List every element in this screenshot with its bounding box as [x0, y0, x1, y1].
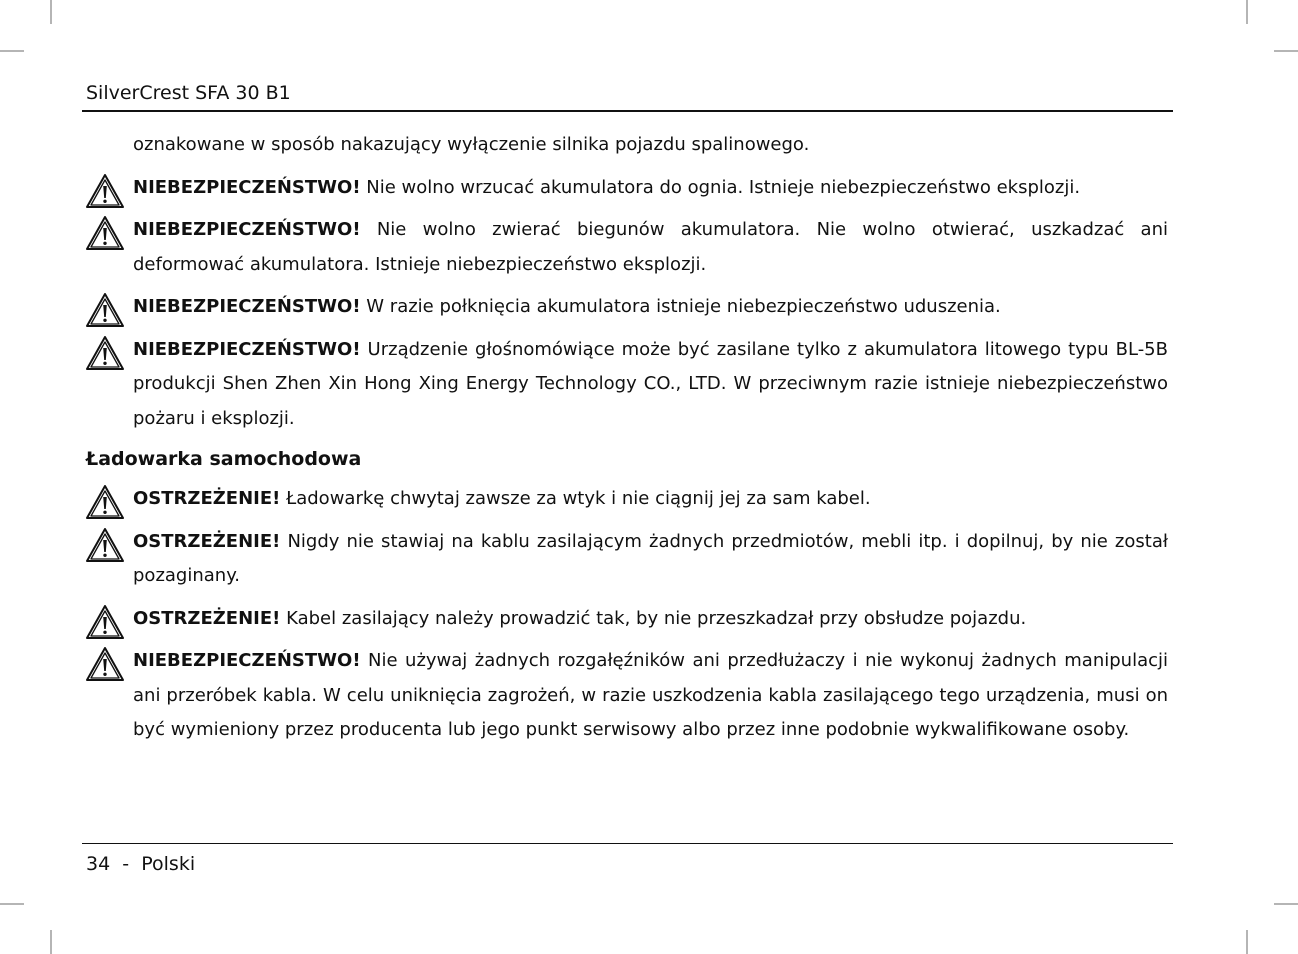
warning-label: OSTRZEŻENIE! [133, 607, 281, 629]
crop-mark [1246, 0, 1248, 24]
warning-triangle-icon [85, 173, 125, 209]
warning-label: NIEBEZPIECZEŃSTWO! [133, 338, 361, 360]
warning-text: Ładowarkę chwytaj zawsze za wtyk i nie ciągnij jej za sam kabel. [286, 488, 871, 509]
header-divider [82, 110, 1173, 112]
warning-label: NIEBEZPIECZEŃSTWO! [133, 176, 361, 198]
warning-text: Nie wolno zwierać biegunów akumulatora. Nie wolno otwierać, uszkadzać ani deformować akumulatora. Istnieje niebezpieczeństwo eksplozji. [133, 219, 1168, 275]
warning-paragraph [133, 213, 1168, 282]
footer-divider [82, 843, 1173, 844]
warning-paragraph [133, 525, 1168, 594]
warning-text: Kabel zasilający należy prowadzić tak, by nie przeszkadzał przy obsłudze pojazdu. [286, 607, 1027, 629]
warning-paragraph [133, 333, 1168, 437]
warning-triangle-icon [85, 527, 125, 563]
crop-mark [0, 903, 24, 905]
warning-triangle-icon [85, 484, 125, 520]
warning-paragraph [133, 171, 1168, 206]
page-content [0, 128, 1298, 756]
warning-list [0, 482, 1298, 748]
warning-label: OSTRZEŻENIE! [133, 530, 281, 552]
crop-mark [50, 0, 52, 24]
warning-text: W razie połknięcia akumulatora istnieje niebezpieczeństwo uduszenia. [366, 296, 1001, 317]
warning-triangle-icon [85, 646, 125, 682]
footer-language: Polski [141, 853, 196, 875]
warning-text: Nigdy nie stawiaj na kablu zasilającym żadnych przedmiotów, mebli itp. i dopilnuj, by nie został pozaginany. [133, 530, 1168, 586]
warning-paragraph [133, 290, 1168, 325]
warning-triangle-icon [85, 335, 125, 371]
warning-triangle-icon [85, 292, 125, 328]
crop-mark [1274, 903, 1298, 905]
section-heading: Ładowarka samochodowa [86, 448, 362, 470]
warning-text: Nie wolno wrzucać akumulatora do ognia. Istnieje niebezpieczeństwo eksplozji. [366, 176, 1081, 198]
warning-label: NIEBEZPIECZEŃSTWO! [133, 296, 361, 317]
warning-label: NIEBEZPIECZEŃSTWO! [133, 219, 361, 240]
warning-paragraph [133, 482, 1168, 517]
warning-list [0, 171, 1298, 437]
warning-paragraph [133, 602, 1168, 637]
page-header-title: SilverCrest SFA 30 B1 [86, 82, 291, 104]
warning-triangle-icon [85, 215, 125, 251]
warning-text: Nie używaj żadnych rozgałęźników ani przedłużaczy i nie wykonuj żadnych manipulacji ani przeróbek kabla. W celu uniknięcia zagrożeń, w razie uszkodzenia kabla zasilającego tego urządzenia, musi on być wymieniony przez producenta lub jego punkt serwisowy albo przez inne podobnie wykwalifikowane osoby. [133, 650, 1168, 740]
warning-paragraph [133, 644, 1168, 748]
page-number: 34 [86, 853, 111, 875]
crop-mark [50, 930, 52, 954]
crop-mark [1274, 50, 1298, 52]
warning-label: NIEBEZPIECZEŃSTWO! [133, 650, 361, 671]
footer-separator: - [122, 853, 130, 875]
page-footer [86, 851, 195, 877]
crop-mark [0, 50, 24, 52]
continuation-paragraph: oznakowane w sposób nakazujący wyłączenie silnika pojazdu spalinowego. [133, 134, 810, 155]
warning-triangle-icon [85, 604, 125, 640]
warning-label: OSTRZEŻENIE! [133, 488, 281, 509]
crop-mark [1246, 930, 1248, 954]
warning-text: Urządzenie głośnomówiące może być zasilane tylko z akumulatora litowego typu BL-5B produkcji Shen Zhen Xin Hong Xing Energy Technology CO., LTD. W przeciwnym razie istnieje niebezpieczeństwo pożaru i eksplozji. [133, 338, 1168, 429]
